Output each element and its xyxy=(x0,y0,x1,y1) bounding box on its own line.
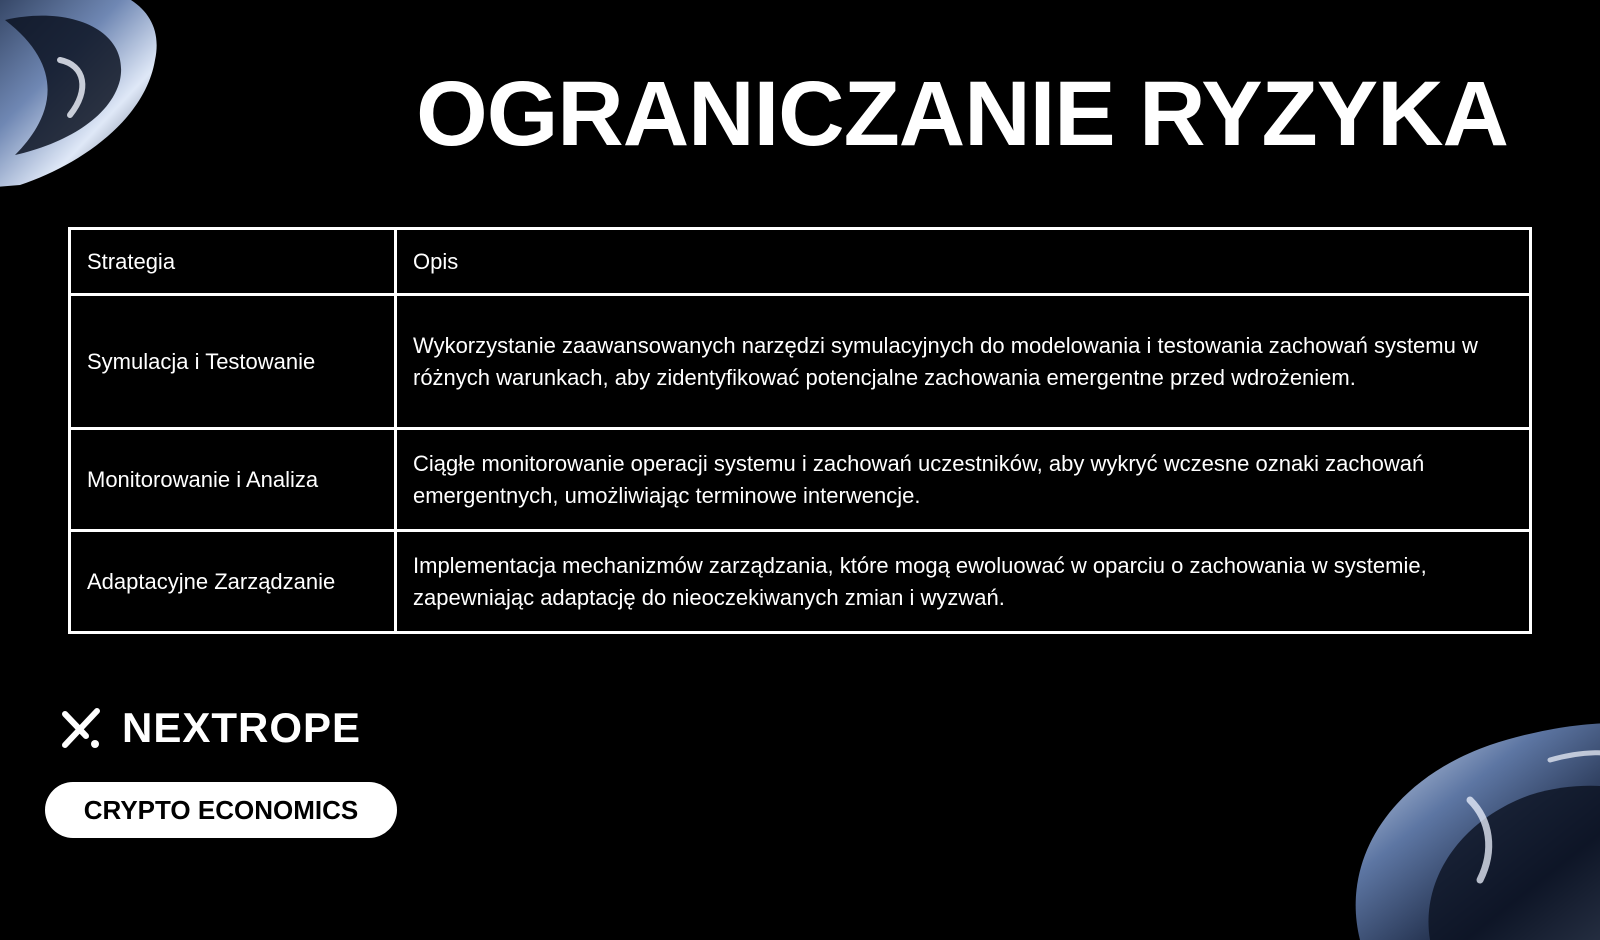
description-cell: Wykorzystanie zaawansowanych narzędzi symulacyjnych do modelowania i testowania zachowań systemu w różnych warunkach, aby zidentyfikować potencjalne zachowania emergentne przed wdrożeniem. xyxy=(396,295,1531,429)
chrome-shape-decoration xyxy=(1320,690,1600,940)
column-header-strategy: Strategia xyxy=(70,229,396,295)
description-cell: Implementacja mechanizmów zarządzania, które mogą ewoluować w oparciu o zachowania w systemie, zapewniając adaptację do nieoczekiwanych zmian i wyzwań. xyxy=(396,531,1531,633)
chrome-shape-decoration xyxy=(0,0,170,190)
brand-logo xyxy=(60,706,361,750)
description-cell: Ciągłe monitorowanie operacji systemu i zachowań uczestników, aby wykryć wczesne oznaki zachowań emergentnych, umożliwiając terminowe interwencje. xyxy=(396,429,1531,531)
strategy-cell: Monitorowanie i Analiza xyxy=(70,429,396,531)
table-row xyxy=(70,295,1531,429)
table-row xyxy=(70,531,1531,633)
table-header-row xyxy=(70,229,1531,295)
brand-name: NEXTROPE xyxy=(122,704,362,751)
nextrope-x-icon xyxy=(60,706,102,750)
table-row xyxy=(70,429,1531,531)
crypto-economics-badge: CRYPTO ECONOMICS xyxy=(45,782,397,838)
risk-mitigation-table xyxy=(68,227,1532,634)
page-title: OGRANICZANIE RYZYKA xyxy=(416,63,1508,165)
strategy-cell: Symulacja i Testowanie xyxy=(70,295,396,429)
column-header-description: Opis xyxy=(396,229,1531,295)
strategy-cell: Adaptacyjne Zarządzanie xyxy=(70,531,396,633)
